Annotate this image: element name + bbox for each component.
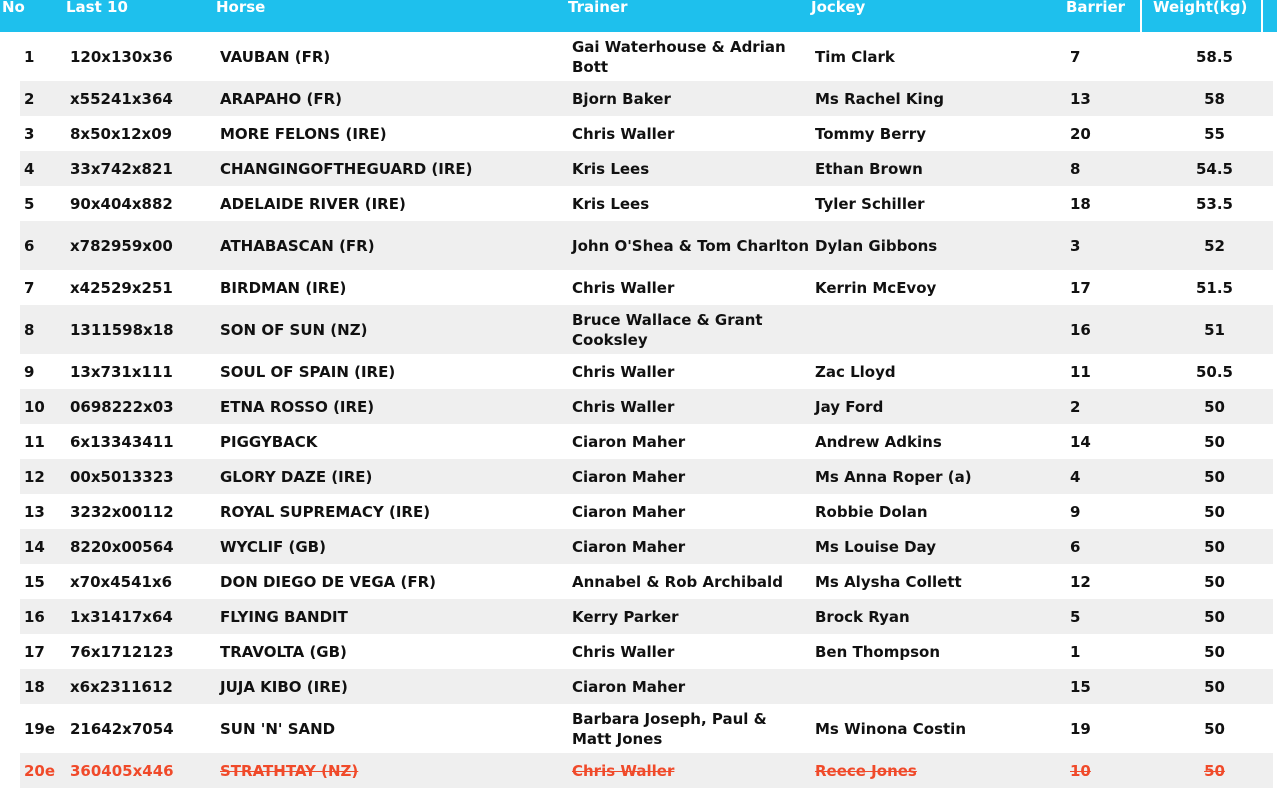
header-weight: Weight(kg)	[1153, 0, 1248, 16]
horse-name: JUJA KIBO (IRE)	[216, 669, 568, 704]
row-spacer	[1272, 354, 1273, 389]
weight-kg: 53.5	[1195, 194, 1233, 213]
runner-row[interactable]	[20, 599, 1273, 634]
weight-kg: 58	[1157, 81, 1272, 116]
jockey-name: Jay Ford	[811, 389, 1066, 424]
header-divider	[1140, 0, 1142, 32]
horse-name: ROYAL SUPREMACY (IRE)	[220, 502, 431, 521]
jockey-name: Kerrin McEvoy	[815, 278, 937, 297]
weight-kg: 50	[1157, 599, 1272, 634]
horse-name: ETNA ROSSO (IRE)	[216, 389, 568, 424]
weight-kg: 51	[1157, 305, 1272, 354]
jockey-name: Ms Rachel King	[811, 81, 1066, 116]
trainer-name: Bjorn Baker	[568, 81, 811, 116]
last-ten-form: 1311598x18	[66, 305, 216, 354]
trainer-name: Ciaron Maher	[568, 529, 811, 564]
runner-number: 3	[24, 124, 35, 143]
horse-name: TRAVOLTA (GB)	[220, 642, 347, 661]
jockey-name: Ethan Brown	[811, 151, 1066, 186]
barrier-number: 10	[1066, 753, 1157, 788]
header-divider	[1261, 0, 1263, 32]
horse-name: SUN 'N' SAND	[220, 719, 336, 738]
horse-name: CHANGINGOFTHEGUARD (IRE)	[216, 151, 568, 186]
runner-number: 16	[20, 599, 66, 634]
last-ten-form: 360405x446	[66, 753, 216, 788]
last-ten-form: x55241x364	[66, 81, 216, 116]
runner-row[interactable]	[20, 529, 1273, 564]
trainer-name: Annabel & Rob Archibald	[572, 572, 783, 591]
runner-number: 15	[24, 572, 45, 591]
runner-number: 6	[20, 221, 66, 270]
row-spacer	[1272, 599, 1273, 634]
row-spacer	[1272, 459, 1273, 494]
row-spacer	[1272, 186, 1273, 221]
runner-number: 7	[24, 278, 35, 297]
row-spacer	[1272, 389, 1273, 424]
runner-row[interactable]	[20, 221, 1273, 270]
runner-row[interactable]	[20, 354, 1273, 389]
barrier-number: 19	[1070, 719, 1091, 738]
jockey-name: Dylan Gibbons	[811, 221, 1066, 270]
last-ten-form: 6x13343411	[70, 432, 174, 451]
barrier-number: 14	[1070, 432, 1091, 451]
runner-number: 11	[24, 432, 45, 451]
trainer-name: Kerry Parker	[568, 599, 811, 634]
jockey-name: Andrew Adkins	[815, 432, 942, 451]
jockey-name: Tyler Schiller	[815, 194, 925, 213]
weight-kg: 50	[1157, 753, 1272, 788]
weight-kg: 50	[1204, 502, 1225, 521]
runner-number: 18	[20, 669, 66, 704]
last-ten-form: x70x4541x6	[70, 572, 173, 591]
runner-number: 12	[20, 459, 66, 494]
weight-kg: 50	[1157, 459, 1272, 494]
last-ten-form: 13x731x111	[70, 362, 173, 381]
weight-kg: 51.5	[1195, 278, 1233, 297]
trainer-name: Kris Lees	[572, 194, 650, 213]
weight-kg: 52	[1157, 221, 1272, 270]
runner-row[interactable]	[20, 669, 1273, 704]
row-spacer	[1272, 494, 1273, 529]
runner-number: 20e	[20, 753, 66, 788]
row-spacer	[1272, 81, 1273, 116]
runner-number: 9	[24, 362, 35, 381]
barrier-number: 9	[1070, 502, 1081, 521]
row-spacer	[1272, 116, 1273, 151]
weight-kg: 58.5	[1195, 47, 1233, 66]
runner-number: 14	[20, 529, 66, 564]
barrier-number: 11	[1070, 362, 1091, 381]
horse-name: WYCLIF (GB)	[216, 529, 568, 564]
barrier-number: 15	[1066, 669, 1157, 704]
barrier-number: 2	[1066, 389, 1157, 424]
runner-row[interactable]	[20, 704, 1273, 753]
runner-row[interactable]	[20, 459, 1273, 494]
trainer-name: Chris Waller	[572, 642, 675, 661]
row-spacer	[1272, 669, 1273, 704]
last-ten-form: 8x50x12x09	[70, 124, 173, 143]
horse-name: SON OF SUN (NZ)	[216, 305, 568, 354]
jockey-name: Tommy Berry	[815, 124, 926, 143]
weight-kg: 50	[1204, 642, 1225, 661]
jockey-name: Ms Winona Costin	[815, 719, 967, 738]
last-ten-form: 90x404x882	[70, 194, 173, 213]
jockey-name: Zac Lloyd	[815, 362, 896, 381]
trainer-name: Chris Waller	[572, 362, 675, 381]
weight-kg: 50	[1204, 719, 1225, 738]
weight-kg: 50.5	[1195, 362, 1233, 381]
barrier-number: 20	[1070, 124, 1091, 143]
jockey-name: Robbie Dolan	[815, 502, 928, 521]
barrier-number: 3	[1066, 221, 1157, 270]
last-ten-form: 120x130x36	[70, 47, 173, 66]
runner-number: 2	[20, 81, 66, 116]
row-spacer	[1272, 753, 1273, 788]
horse-name: ARAPAHO (FR)	[216, 81, 568, 116]
last-ten-form: 00x5013323	[66, 459, 216, 494]
trainer-name: Bruce Wallace & Grant Cooksley	[568, 305, 811, 354]
barrier-number: 17	[1070, 278, 1091, 297]
runner-row[interactable]	[20, 564, 1273, 599]
weight-kg: 50	[1157, 529, 1272, 564]
last-ten-form: 0698222x03	[66, 389, 216, 424]
trainer-name: John O'Shea & Tom Charlton	[568, 221, 811, 270]
runner-number: 10	[20, 389, 66, 424]
runner-row[interactable]	[20, 270, 1273, 305]
weight-kg: 50	[1204, 572, 1225, 591]
runner-row[interactable]	[20, 81, 1273, 116]
last-ten-form: 1x31417x64	[66, 599, 216, 634]
trainer-name: Kris Lees	[568, 151, 811, 186]
horse-name: VAUBAN (FR)	[220, 47, 331, 66]
barrier-number: 12	[1070, 572, 1091, 591]
trainer-name: Chris Waller	[572, 124, 675, 143]
barrier-number: 4	[1066, 459, 1157, 494]
barrier-number: 7	[1070, 47, 1081, 66]
row-spacer	[1272, 270, 1273, 305]
row-spacer	[1272, 151, 1273, 186]
runners-table	[20, 32, 1273, 788]
barrier-number: 5	[1066, 599, 1157, 634]
horse-name: DON DIEGO DE VEGA (FR)	[220, 572, 436, 591]
runner-row[interactable]	[20, 305, 1273, 354]
last-ten-form: 21642x7054	[70, 719, 174, 738]
header-last10: Last 10	[66, 0, 128, 16]
runner-row[interactable]	[20, 32, 1273, 81]
runner-row[interactable]	[20, 634, 1273, 669]
horse-name: ADELAIDE RIVER (IRE)	[220, 194, 406, 213]
horse-name: FLYING BANDIT	[216, 599, 568, 634]
header-trainer: Trainer	[568, 0, 628, 16]
row-spacer	[1272, 424, 1273, 459]
runner-row[interactable]	[20, 116, 1273, 151]
jockey-name: Ms Alysha Collett	[815, 572, 962, 591]
row-spacer	[1272, 221, 1273, 270]
trainer-name: Chris Waller	[568, 753, 811, 788]
weight-kg: 54.5	[1157, 151, 1272, 186]
row-spacer	[1272, 564, 1273, 599]
trainer-name: Chris Waller	[572, 278, 675, 297]
jockey-name: Brock Ryan	[811, 599, 1066, 634]
horse-name: BIRDMAN (IRE)	[220, 278, 347, 297]
runner-row[interactable]	[20, 424, 1273, 459]
jockey-name: Ben Thompson	[815, 642, 941, 661]
trainer-name: Ciaron Maher	[568, 669, 811, 704]
header-jockey: Jockey	[811, 0, 866, 16]
header-horse: Horse	[216, 0, 266, 16]
runner-number: 17	[24, 642, 45, 661]
barrier-number: 1	[1070, 642, 1081, 661]
horse-name: STRATHTAY (NZ)	[216, 753, 568, 788]
runner-number: 8	[20, 305, 66, 354]
barrier-number: 6	[1066, 529, 1157, 564]
row-spacer	[1272, 529, 1273, 564]
jockey-name: Reece Jones	[811, 753, 1066, 788]
scratched-runner-row[interactable]	[20, 753, 1273, 788]
jockey-name: Tim Clark	[815, 47, 895, 66]
last-ten-form: x42529x251	[70, 278, 173, 297]
barrier-number: 18	[1070, 194, 1091, 213]
jockey-name	[811, 305, 1066, 354]
trainer-name: Ciaron Maher	[572, 502, 686, 521]
row-spacer	[1272, 634, 1273, 669]
jockey-name	[811, 669, 1066, 704]
runner-number: 13	[24, 502, 45, 521]
weight-kg: 55	[1204, 124, 1225, 143]
barrier-number: 8	[1066, 151, 1157, 186]
trainer-name: Ciaron Maher	[572, 432, 686, 451]
horse-name: GLORY DAZE (IRE)	[216, 459, 568, 494]
row-spacer	[1272, 704, 1273, 753]
runner-row[interactable]	[20, 151, 1273, 186]
trainer-name: Gai Waterhouse & Adrian Bott	[572, 37, 786, 76]
horse-name: SOUL OF SPAIN (IRE)	[220, 362, 396, 381]
runner-row[interactable]	[20, 389, 1273, 424]
header-no: No	[2, 0, 25, 16]
runner-number: 19e	[24, 719, 56, 738]
trainer-name: Chris Waller	[568, 389, 811, 424]
row-spacer	[1272, 32, 1273, 81]
last-ten-form: x6x2311612	[66, 669, 216, 704]
last-ten-form: 76x1712123	[70, 642, 174, 661]
barrier-number: 13	[1066, 81, 1157, 116]
weight-kg: 50	[1157, 669, 1272, 704]
barrier-number: 16	[1066, 305, 1157, 354]
horse-name: ATHABASCAN (FR)	[216, 221, 568, 270]
runner-number: 1	[24, 47, 35, 66]
runner-number: 5	[24, 194, 35, 213]
runner-number: 4	[20, 151, 66, 186]
last-ten-form: x782959x00	[66, 221, 216, 270]
jockey-name: Ms Anna Roper (a)	[811, 459, 1066, 494]
row-spacer	[1272, 305, 1273, 354]
trainer-name: Ciaron Maher	[568, 459, 811, 494]
runner-row[interactable]	[20, 494, 1273, 529]
header-barrier: Barrier	[1066, 0, 1126, 16]
last-ten-form: 8220x00564	[66, 529, 216, 564]
table-header	[0, 0, 1277, 32]
last-ten-form: 33x742x821	[66, 151, 216, 186]
jockey-name: Ms Louise Day	[811, 529, 1066, 564]
weight-kg: 50	[1204, 432, 1225, 451]
runner-row[interactable]	[20, 186, 1273, 221]
horse-name: MORE FELONS (IRE)	[220, 124, 387, 143]
horse-name: PIGGYBACK	[220, 432, 318, 451]
weight-kg: 50	[1157, 389, 1272, 424]
trainer-name: Barbara Joseph, Paul & Matt Jones	[572, 709, 767, 748]
last-ten-form: 3232x00112	[70, 502, 174, 521]
